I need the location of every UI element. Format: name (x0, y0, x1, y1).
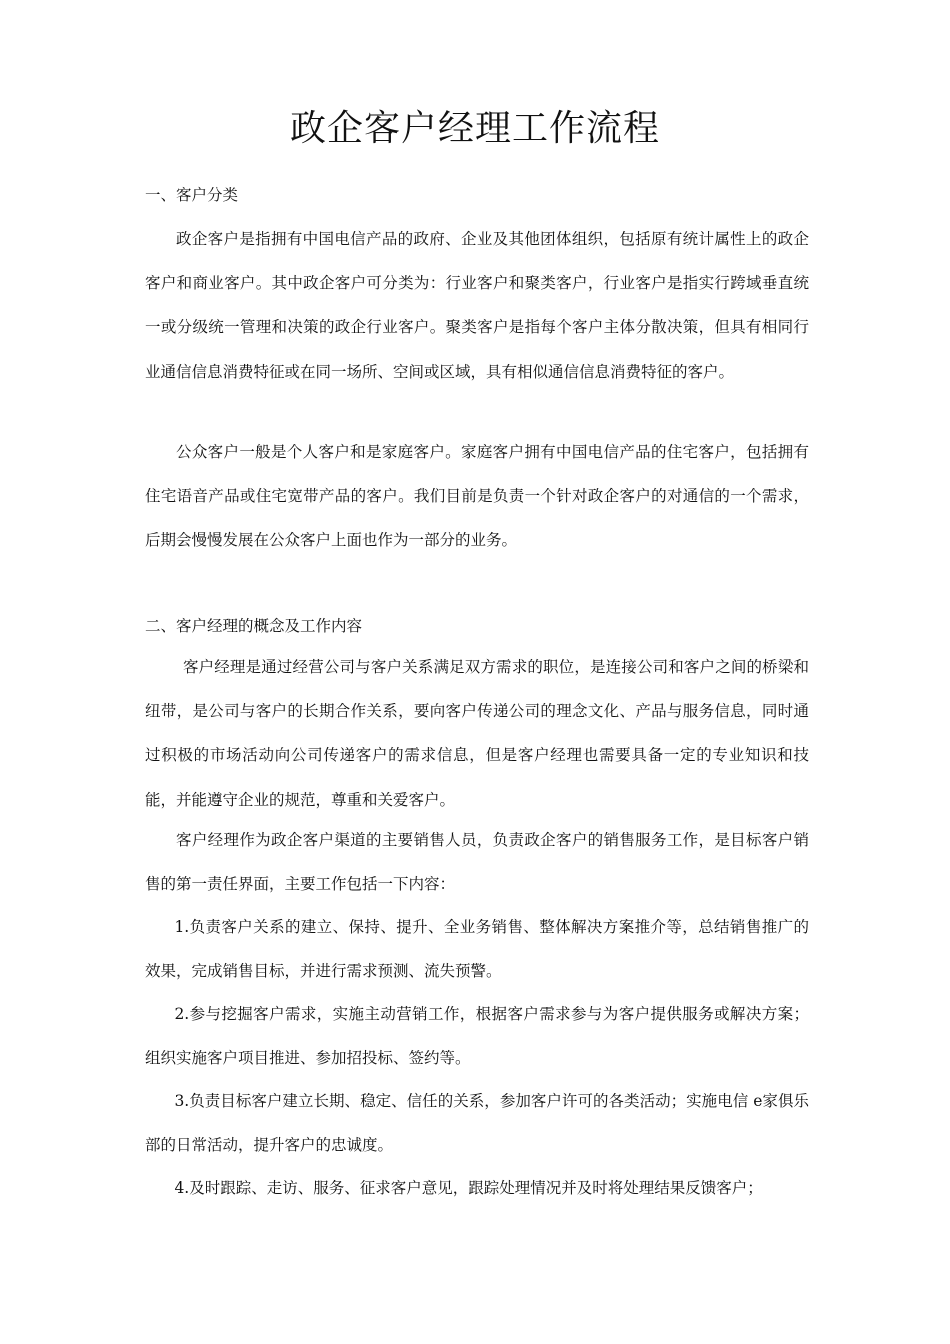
paragraph-public-customers: 公众客户一般是个人客户和是家庭客户。家庭客户拥有中国电信产品的住宅客户，包括拥有住宅语音产品或住宅宽带产品的客户。我们目前是负责一个针对政企客户的对通信的一个需求，后期会慢慢发展在公众客户上面也作为一部分的业务。 (145, 443, 809, 550)
list-item: 2.参与挖掘客户需求，实施主动营销工作，根据客户需求参与为客户提供服务或解决方案；组织实施客户项目推进、参加招投标、签约等。 (145, 1005, 809, 1068)
list-item: 3.负责目标客户建立长期、稳定、信任的关系，参加客户许可的各类活动；实施电信 e家俱乐部的日常活动，提升客户的忠诚度。 (145, 1092, 809, 1155)
section-heading-account-manager: 二、客户经理的概念及工作内容 (145, 617, 363, 635)
paragraph-gov-enterprise-customers: 政企客户是指拥有中国电信产品的政府、企业及其他团体组织，包括原有统计属性上的政企客户和商业客户。其中政企客户可分类为：行业客户和聚类客户，行业客户是指实行跨域垂直统一或分级统一管理和决策的政企行业客户。聚类客户是指每个客户主体分散决策，但具有相同行业通信信息消费特征或在同一场所、空间或区域，具有相似通信信息消费特征的客户。 (145, 230, 809, 381)
paragraph-account-manager-role: 客户经理作为政企客户渠道的主要销售人员，负责政企客户的销售服务工作，是目标客户销售的第一责任界面，主要工作包括一下内容： (145, 831, 809, 894)
section-heading-customer-classification: 一、客户分类 (145, 186, 239, 204)
list-item: 1.负责客户关系的建立、保持、提升、全业务销售、整体解决方案推介等，总结销售推广的效果，完成销售目标，并进行需求预测、流失预警。 (145, 918, 809, 981)
list-item: 4.及时跟踪、走访、服务、征求客户意见，跟踪处理情况并及时将处理结果反馈客户； (174, 1179, 763, 1197)
paragraph-account-manager-concept: 客户经理是通过经营公司与客户关系满足双方需求的职位，是连接公司和客户之间的桥梁和纽带，是公司与客户的长期合作关系，要向客户传递公司的理念文化、产品与服务信息，同时通过积极的市场活动向公司传递客户的需求信息，但是客户经理也需要具备一定的专业知识和技能，并能遵守企业的规范，尊重和关爱客户。 (145, 658, 809, 809)
document-title: 政企客户经理工作流程 (289, 108, 660, 149)
